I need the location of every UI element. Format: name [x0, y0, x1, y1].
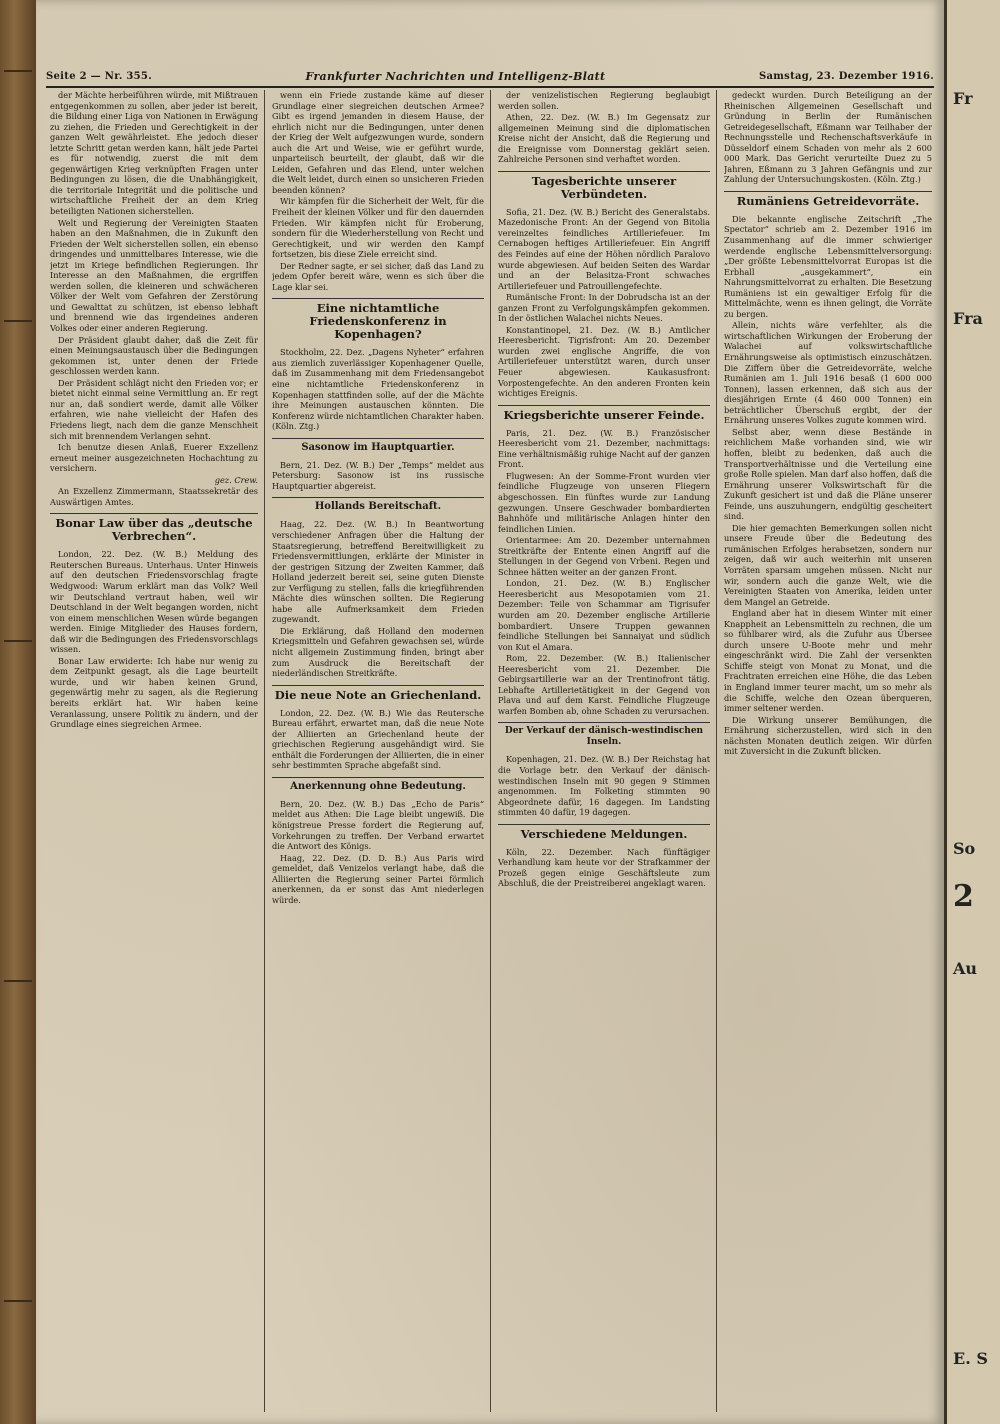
article-text: London, 22. Dez. (W. B.) Wie das Reutersche Bureau erfährt, erwartet man, daß die neue Note der Alliierten an Griechenland heute der griechischen Regierung ausgehändigt wird. Sie enthält die Forderungen der Alliierten, die in einer sehr bestimmten Sprache abgefaßt sind.: [272, 707, 484, 771]
masthead-date: Samstag, 23. Dezember 1916.: [758, 70, 934, 82]
column-2: [272, 90, 484, 1412]
column-3: [498, 90, 710, 1412]
article-text: Der Präsident schlägt nicht den Frieden vor; er bietet nicht einmal seine Vermittlung an. Er regt nur an, daß sondiert werde, damit alle Völker erfahren, wie nahe vielleicht der Hafen des Friedens liegt, nach dem die ganze Menschheit sich mit brennendem Verlangen sehnt.: [50, 377, 258, 441]
edge-fragment: So: [953, 839, 976, 858]
column-rule: [716, 90, 717, 1412]
column-rule: [490, 90, 491, 1412]
headline: Die neue Note an Griechenland.: [272, 685, 484, 705]
article-text: Konstantinopel, 21. Dez. (W. B.) Amtlicher Heeresbericht. Tigrisfront: Am 20. Dezember wurden zwei englische Angriffe, die von Artilleriefeuer unterstützt waren, durch unser Feuer abgewiesen. Kaukasusfront: Vorpostengefechte. An den anderen Fronten kein wichtiges Ereignis.: [498, 324, 710, 399]
article-text: Welt und Regierung der Vereinigten Staaten haben an den Maßnahmen, die in Zukunft den Frieden der Welt sicherstellen sollen, ein ebenso dringendes und unmittelbares Interesse, wie die jetzt im Kriege befindlichen Regierungen. Ihr Interesse an den Maßnahmen, die ergriffen werden sollen, die kleineren und schwächeren Völker der Welt vom Gefahren der Zerstörung und Gewalttat zu schützen, ist ebenso lebhaft und brennend wie das irgendeines anderen Volkes oder einer anderen Regierung.: [50, 217, 258, 334]
article-text: Der Präsident glaubt daher, daß die Zeit für einen Meinungsaustausch über die Bedingungen gekommen ist, unter denen der Friede geschlossen werden kann.: [50, 334, 258, 377]
article-text: Ich benutze diesen Anlaß, Euerer Exzellenz erneut meiner ausgezeichneten Hochachtung zu versichern.: [50, 442, 258, 474]
article-text: Bern, 20. Dez. (W. B.) Das „Echo de Paris“ meldet aus Athen: Die Lage bleibt ungewiß. Die königstreue Presse fordert die Regierung auf, Vorkehrungen zu treffen. Der Verband erwartet die Antwort des Königs.: [272, 798, 484, 852]
headline: Tagesberichte unserer Verbündeten.: [498, 171, 710, 204]
masthead-issue: Seite 2 — Nr. 355.: [46, 70, 152, 82]
headline: Verschiedene Meldungen.: [498, 824, 710, 844]
column-1: [50, 90, 258, 1412]
article-text: Die bekannte englische Zeitschrift „The Spectator“ schrieb am 2. Dezember 1916 im Zusammenhang auf die immer schwieriger werdende englische Lebensmittelversorgung: „Der größte Lebensmittelvorrat Europas ist die Erbhall „ausgekammert“, ein Nahrungsmittelvorrat zu erhalten. Die Besetzung Rumäniens ist ein gewaltiger Erfolg für die Mittelmächte, wenn es ihnen gelingt, die Vorräte zu bergen.: [724, 213, 932, 319]
headline: Bonar Law über das „deutsche Verbrechen“.: [50, 513, 258, 546]
article-text: London, 21. Dez. (W. B.) Englischer Heeresbericht aus Mesopotamien vom 21. Dezember: Teile von Schammar am Tigrisufer wurden am 20. Dezember englische Artillerie bombardiert. Unsere Truppen gewannen feindliche Stellungen bei Sannaiyat und südlich von Kut el Amara.: [498, 578, 710, 652]
article-text: Rumänische Front: In der Dobrudscha ist an der ganzen Front zu Verfolgungskämpfen gekommen. In der östlichen Walachei nichts Neues.: [498, 292, 710, 324]
article-text: Selbst aber, wenn diese Bestände in reichlichem Maße vorhanden sind, wie wir hoffen, bleibt zu bedenken, daß auch die Transportverhältnisse und die Verteilung eine große Rolle spielen. Man darf also hoffen, daß die Ernährung unserer Volkswirtschaft für die Zukunft gesichert ist und daß die Pläne unserer Feinde, uns auszuhungern, endgültig gescheitert sind.: [724, 426, 932, 522]
column-4: [724, 90, 932, 1412]
edge-fragment: Au: [953, 959, 978, 978]
article-text: Die Wirkung unserer Bemühungen, die Ernährung sicherzustellen, wird sich in den nächsten Monaten deutlich zeigen. Wir dürfen mit Zuversicht in die Zukunft blicken.: [724, 714, 932, 757]
column-rule: [264, 90, 265, 1412]
article-text: Haag, 22. Dez. (W. B.) In Beantwortung verschiedener Anfragen über die Haltung der Staatsregierung, betreffend Bereitwilligkeit zu Friedensvermittlungen, erklärte der Minister in der gestrigen Sitzung der Zweiten Kammer, daß Holland jederzeit bereit sei, seine guten Dienste zur Verfügung zu stellen, falls die kriegführenden Mächte dies wünschen sollten. Die Regierung habe alle Aufmerksamkeit dem Frieden zugewandt.: [272, 519, 484, 625]
article-text: Die hier gemachten Bemerkungen sollen nicht unsere Freude über die Bedeutung des rumänischen Erfolges herabsetzen, sondern nur zeigen, daß wir auch weiterhin mit unseren Vorräten sparsam umgehen müssen. Nicht nur wir, sondern auch die ganze Welt, wie die Vereinigten Staaten von Amerika, leiden unter dem Mangel an Getreide.: [724, 522, 932, 607]
article-text: Bonar Law erwiderte: Ich habe nur wenig zu dem Zeitpunkt gesagt, als die Lage beurteilt wurde, und wir haben keinen Grund, gegenwärtig mehr zu sagen, als die Regierung bereits erklärt hat. Wir haben keine Veranlassung, unsere Politik zu ändern, und der Grundlage eines siegreichen Armee.: [50, 655, 258, 730]
article-text: England aber hat in diesem Winter mit einer Knappheit an Lebensmitteln zu rechnen, die um so fühlbarer wird, als die Zufuhr aus Übersee durch unsere U-Boote mehr und mehr eingeschränkt wird. Die Zahl der versenkten Schiffe steigt von Monat zu Monat, und die Frachtraten erreichen eine Höhe, die das Leben in England immer teurer macht, um so mehr als die Schiffe, welche den Ozean überqueren, immer seltener werden.: [724, 608, 932, 714]
article-text: Flugwesen: An der Somme-Front wurden vier feindliche Flugzeuge von unseren Fliegern abgeschossen. Ein fünftes wurde zur Landung gezwungen. Unsere Geschwader bombardierten Bahnhöfe und militärische Anlagen hinter den feindlichen Linien.: [498, 470, 710, 534]
edge-fragment: Fra: [953, 309, 983, 328]
headline: Der Verkauf der dänisch-westindischen Inseln.: [498, 722, 710, 751]
headline: Sasonow im Hauptquartier.: [272, 438, 484, 457]
article-text: Köln, 22. Dezember. Nach fünftägiger Verhandlung kam heute vor der Strafkammer der Prozeß gegen einige Geschäftsleute zum Abschluß, die der Preistreiberei angeklagt waren.: [498, 846, 710, 889]
article-text: Athen, 22. Dez. (W. B.) Im Gegensatz zur allgemeinen Meinung sind die diplomatischen Kreise nicht der Ansicht, daß die Regierung und die Ereignisse vom Donnerstag geklärt seien. Zahlreiche Personen sind verhaftet worden.: [498, 112, 710, 165]
headline: Kriegsberichte unserer Feinde.: [498, 405, 710, 425]
article-text: gedeckt wurden. Durch Beteiligung an der Rheinischen Allgemeinen Gesellschaft und Gründung in Berlin der Rumänischen Getreidegesellschaft, Eßmann war Teilhaber der Rechnungsstelle und Rechenschaftsverkäufe in Düsseldorf einem Schaden von mehr als 2 600 000 Mark. Das Gericht verurteilte Duez zu 5 Jahren, Eßmann zu 3 Jahren Gefängnis und zur Zahlung der Untersuchungskosten. (Köln. Ztg.): [724, 90, 932, 185]
next-page-edge: [944, 0, 1000, 1424]
edge-fragment: E. S: [953, 1349, 988, 1368]
edge-fragment: Fr: [953, 89, 973, 108]
signature: gez. Crew.: [214, 474, 258, 485]
article-text: Die Erklärung, daß Holland den modernen Kriegsmitteln und Gefahren gewachsen sei, würde nicht allgemein Zustimmung finden, bringt aber zum Ausdruck die Bereitschaft der niederländischen Streitkräfte.: [272, 625, 484, 679]
article-text: Orientarmee: Am 20. Dezember unternahmen Streitkräfte der Entente einen Angriff auf die Stellungen in der Gegend von Vrbeni. Regen und Schnee hätten weiter an der ganzen Front.: [498, 535, 710, 577]
addressee: An Exzellenz Zimmermann, Staatssekretär des Auswärtigen Amtes.: [50, 486, 258, 507]
headline: Anerkennung ohne Bedeutung.: [272, 777, 484, 796]
headline: Rumäniens Getreidevorräte.: [724, 191, 932, 211]
article-text: Stockholm, 22. Dez. „Dagens Nyheter“ erfahren aus ziemlich zuverlässiger Kopenhagener Quelle, daß im Zusammenhang mit dem Friedensangebot eine nichtamtliche Friedenskonferenz in Kopenhagen stattfinden solle, auf der die Mächte ihre Meinungen austauschen könnten. Die Konferenz würde nichtamtlichen Charakter haben. (Köln. Ztg.): [272, 347, 484, 432]
article-text: wenn ein Friede zustande käme auf dieser Grundlage einer siegreichen deutschen Armee? Gibt es irgend jemanden in diesem Hause, der ehrlich nicht nur die Bedingungen, unter denen der Krieg der Welt aufgezwungen wurde, sondern auch die Art und Weise, wie er geführt wurde, unparteiisch beurteilt, der glaubt, daß wir die Leiden, Gefahren und das Elend, unter welchen die Welt leidet, durch einen so unsicheren Frieden beenden können?: [272, 90, 484, 195]
book-binding-edge: [0, 0, 36, 1424]
article-text: der Mächte herbeiführen würde, mit Mißtrauen entgegenkommen zu sollen, aber jeder ist bereit, die Bildung einer Liga von Nationen in Erwägung zu ziehen, die Frieden und Gerechtigkeit in der ganzen Welt gewährleistet. Ehe jedoch dieser letzte Schritt getan werden kann, hält jede Partei es für notwendig, zuerst die mit dem gegenwärtigen Krieg verknüpften Fragen unter Bedingungen zu lösen, die die Unabhängigkeit, die territoriale Integrität und die politische und wirtschaftliche Freiheit der an dem Krieg beteiligten Nationen sicherstellen.: [50, 90, 258, 217]
article-text: Bern, 21. Dez. (W. B.) Der „Temps“ meldet aus Petersburg: Sasonow ist ins russische Hauptquartier abgereist.: [272, 459, 484, 491]
article-text: London, 22. Dez. (W. B.) Meldung des Reuterschen Bureaus. Unterhaus. Unter Hinweis auf den deutschen Friedensvorschlag fragte Wedgwood: Warum erklärt man das Volk? Weil wir Deutschland vertraut haben, weil wir Deutschland in der Welt begangen worden, nicht von einem menschlichen Wesen würde begangen werden. Einige Mitglieder des Hauses fordern, daß wir die Bedingungen des Friedensvorschlags wissen.: [50, 549, 258, 655]
headline: Hollands Bereitschaft.: [272, 497, 484, 516]
article-text: Allein, nichts wäre verfehlter, als die wirtschaftlichen Wirkungen der Eroberung der Walachei auf volkswirtschaftliche Ernährungsweise als optimistisch einzuschätzen. Die Ziffern über die Getreidevorräte, welche Rumänien am 1. Juli 1916 besaß (1 600 000 Tonnen), lassen erkennen, daß sich aus der diesjährigen Ernte (4 460 000 Tonnen) ein beträchtlicher Überschuß ergibt, der der Ernährung unseres Volkes zugute kommen wird.: [724, 320, 932, 426]
article-text: Rom, 22. Dezember. (W. B.) Italienischer Heeresbericht vom 21. Dezember. Die Gebirgsartillerie war an der Trentinofront tätig. Lebhafte Artillerietätigkeit in der Gegend von Plava und auf dem Karst. Feindliche Flugzeuge warfen Bomben ab, ohne Schaden zu verursachen.: [498, 653, 710, 716]
article-text: der venizelistischen Regierung beglaubigt werden sollen.: [498, 90, 710, 111]
newspaper-page: [36, 0, 944, 1424]
edge-fragment: 2: [953, 879, 974, 914]
article-text: Der Redner sagte, er sei sicher, daß das Land zu jedem Opfer bereit wäre, wenn es sich über die Lage klar sei.: [272, 260, 484, 292]
headline: Eine nichtamtliche Friedenskonferenz in Kopenhagen?: [272, 298, 484, 344]
masthead-title: Frankfurter Nachrichten und Intelligenz-Blatt: [305, 69, 606, 83]
article-text: Sofia, 21. Dez. (W. B.) Bericht des Generalstabs. Mazedonische Front: An der Gegend von Bitolia vereinzeltes feindliches Artilleriefeuer. Im Cernabogen heftiges Artilleriefeuer. Ein Angriff des Feindes auf eine der Höhen nördlich Paralovo wurde abgewiesen. Auf beiden Seiten des Wardar und an der Belasitza-Front schwaches Artilleriefeuer und Patrouillengefechte.: [498, 206, 710, 291]
article-text: Wir kämpfen für die Sicherheit der Welt, für die Freiheit der kleinen Völker und für den dauernden Frieden. Wir kämpfen nicht für Eroberung, sondern für die Wiederherstellung von Recht und Gerechtigkeit, und wir werden den Kampf fortsetzen, bis diese Ziele erreicht sind.: [272, 196, 484, 260]
article-text: Kopenhagen, 21. Dez. (W. B.) Der Reichstag hat die Vorlage betr. den Verkauf der dänisch-westindischen Inseln mit 90 gegen 9 Stimmen angenommen. Im Folketing stimmten 90 Abgeordnete dafür, 16 dagegen. Im Landsting stimmten 40 dafür, 19 dagegen.: [498, 754, 710, 818]
article-text: Paris, 21. Dez. (W. B.) Französischer Heeresbericht vom 21. Dezember, nachmittags: Eine verhältnismäßig ruhige Nacht auf der ganzen Front.: [498, 427, 710, 470]
masthead: [46, 66, 934, 88]
article-text: Haag, 22. Dez. (D. D. B.) Aus Paris wird gemeldet, daß Venizelos verlangt habe, daß die Alliierten die Regierung seiner Partei förmlich anerkennen, da er sonst das Amt niederlegen würde.: [272, 852, 484, 905]
